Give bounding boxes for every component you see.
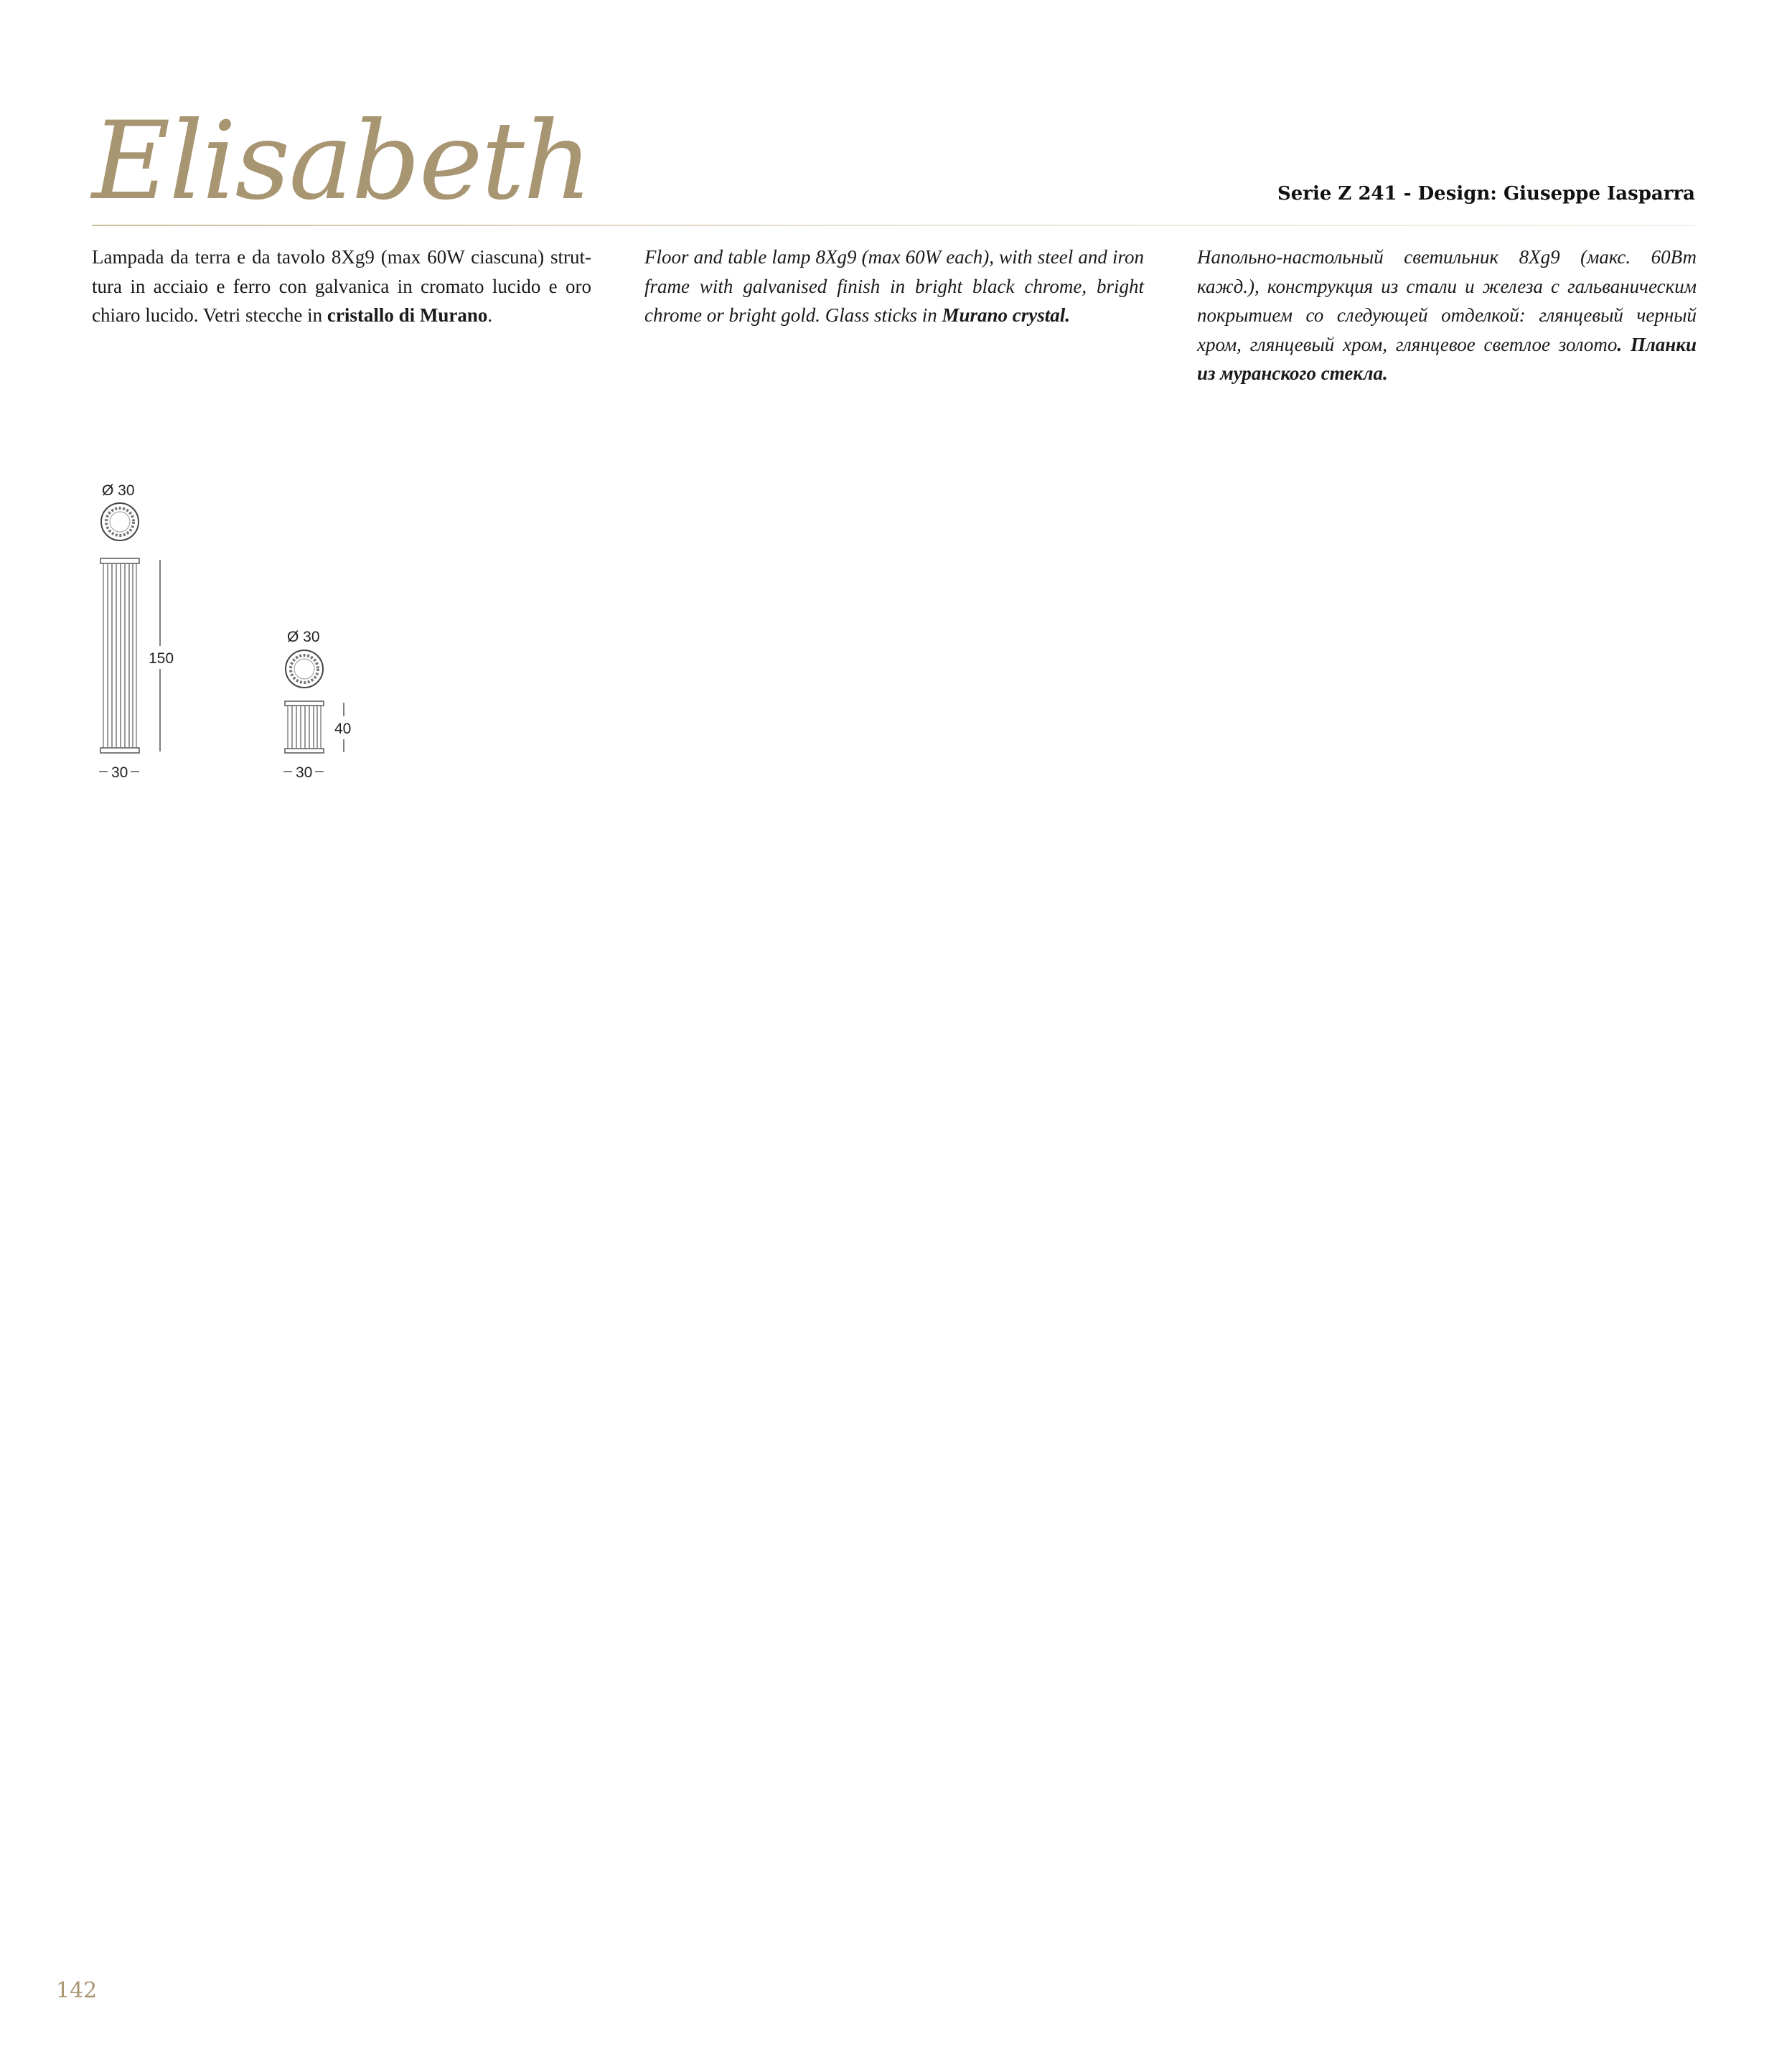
table-lamp-top-view [286, 650, 323, 688]
description-italian-end: . [487, 304, 493, 326]
description-english-bold: Murano crystal. [942, 304, 1071, 326]
floor-lamp-side-view [100, 558, 139, 753]
series-designer: Serie Z 241 - Design: Giuseppe Iasparra [1277, 183, 1695, 205]
description-english-text: Floor and table lamp 8Xg9 (max 60W each), with steel and iron frame with galvanised finish in bright black chrome, bright chrome or bright gold. Glass sticks in [644, 246, 1144, 326]
description-italian-bold: cristallo di Murano [327, 304, 488, 326]
description-russian-text: Напольно-настольный светильник 8Xg9 (макс. 60Вт кажд.), конструкция из стали и железа с гальваническим покрытием со следующей отделкой: глянцевый черный хром, глянцевый хром, глянцевое светлое золото [1197, 246, 1697, 355]
table-lamp-drawing [283, 629, 357, 781]
floor-lamp-height-label: 150 [149, 650, 174, 667]
technical-drawings [0, 0, 373, 797]
floor-lamp-width-label: 30 [111, 764, 128, 781]
floor-lamp-diameter-label: Ø 30 [102, 482, 135, 499]
floor-lamp-drawing [99, 482, 175, 781]
description-russian-bold: . Планки из муранского стекла. [1197, 333, 1697, 384]
floor-lamp-top-view [101, 503, 139, 540]
table-lamp-height-label: 40 [334, 721, 352, 737]
table-lamp-width-label: 30 [296, 764, 313, 781]
page-title: Elisabeth [92, 99, 591, 224]
page-number: 142 [56, 1978, 98, 2003]
description-italian-text: Lampada da terra e da tavolo 8Xg9 (max 60W ciascuna) struttura in acciaio e ferro con galvanica in cromato lucido e oro chiaro lucido. Vetri stecche in [92, 246, 591, 326]
description-russian [1197, 243, 1697, 388]
description-english [644, 243, 1144, 330]
table-lamp-side-view [285, 701, 324, 753]
table-lamp-diameter-label: Ø 30 [287, 629, 320, 645]
